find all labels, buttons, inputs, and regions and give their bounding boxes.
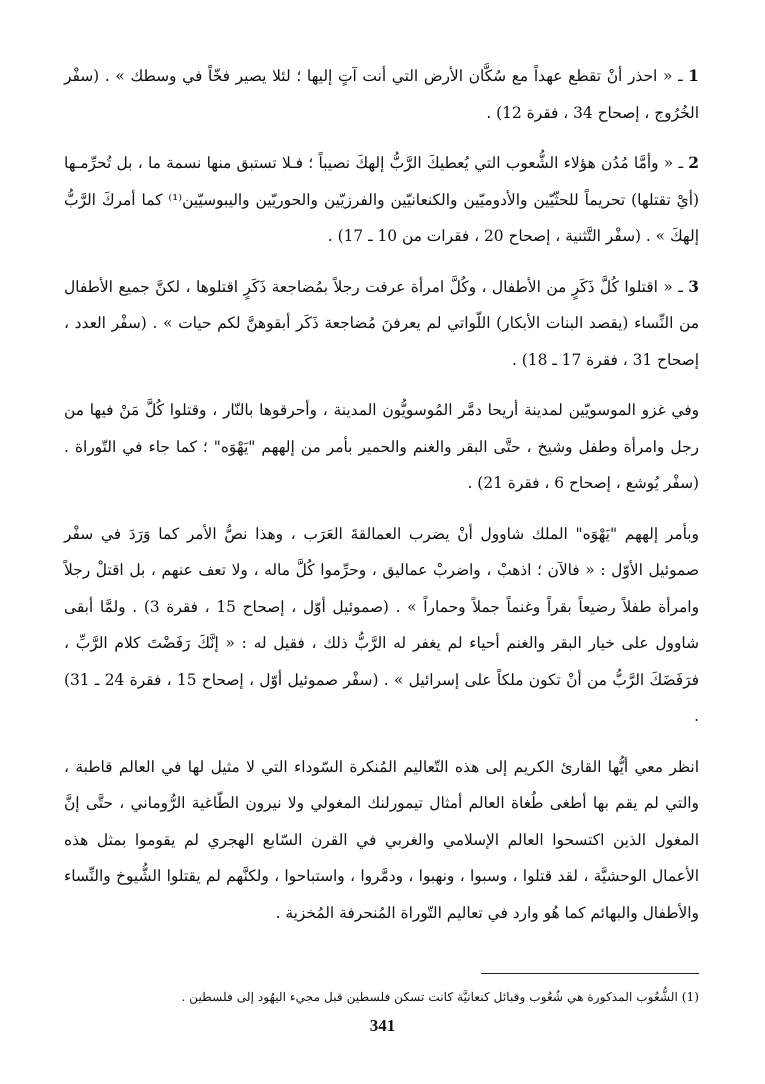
item-number: 3 <box>688 277 699 296</box>
paragraph-text: ـ « وأمَّا مُدُن هؤلاء الشُّعوب التي يُعطيكَ الرَّبُّ إلهكَ نصيباً ؛ فـلا تستبق منها نسمة ما ، بل تُحرِّمـها (أيْ تقتلها) تحريماً للحثّيّين والأدوميّين والكنعانيّين والفرزيّين والحوريّين واليبوسيّين⁽¹⁾ كما أمركَ الرَّبُّ إلهكَ » . (سفْر التَّثنية ، إصحاح 20 ، فقرات من 10 ـ 17) . <box>64 154 699 245</box>
paragraph-text: ـ « احذر أنْ تقطع عهداً مع سُكَّان الأرض التي أنت آتٍ إليها ؛ لئلا يصير فخّاً في وسطك » . (سفْر الخُرُوج ، إصحاح 34 ، فقرة 12) . <box>64 67 699 122</box>
page-number: 341 <box>369 1016 396 1035</box>
paragraph-4 <box>64 392 699 502</box>
paragraph-5 <box>64 516 699 735</box>
item-number: 1 <box>688 67 699 85</box>
paragraph-text: ـ « اقتلوا كُلَّ ذَكَرٍ من الأطفال ، وكُلَّ امرأة عرفت رجلاً بمُضاجعة ذَكَرٍ اقتلوها ، لكنَّ جميع الأطفال من النِّساء (يقصد البنات الأبكار) اللّواتي لم يعرفنَ مُضاجعة ذَكَر أبقوهنَّ لكم حيات » . (سفْر العدد ، إصحاح 31 ، فقرة 17 ـ 18) . <box>64 277 699 369</box>
paragraph-2 <box>64 145 699 255</box>
paragraph-3 <box>64 269 699 379</box>
item-number: 2 <box>688 154 699 172</box>
footnote: (1) الشُّعُوب المذكورة هي شُعُوب وقبائل كنعانيَّة كانت تسكن فلسطين قبل مجيء اليهُود إلى فلسطين . <box>181 990 699 1004</box>
paragraph-text: وبأمر إلههم "يَهْوَه" الملك شاوول أنْ يضرب العمالقةَ العَرَب ، وهذا نصُّ الأمر كما وَرَدَ في سفْر صموئيل الأوّل : « فالآن ؛ اذهبْ ، واضربْ عماليق ، وحرِّموا كُلَّ ماله ، ولا تعف عنهم ، بل اقتلْ رجلاً وامرأة طفلاً رضيعاً بقراً وغنماً جملاً وحماراً » . (صموئيل أوّل ، إصحاح 15 ، فقرة 3) . ولمَّا أبقى شاوول على خيار البقر والغنم أحياء لم يغفر له الرَّبُّ ذلك ، فقيل له : « إنَّكَ رَفَضْتَ كلام الرَّبِّ ، فرَفَضَكَ الرَّبُّ من أنْ تكون ملكاً على إسرائيل » . (سفْر صموئيل أوّل ، إصحاح 15 ، فقرة 24 ـ 31) . <box>64 524 699 725</box>
footnote-divider <box>481 973 699 974</box>
paragraph-text: وفي غزو الموسويّين لمدينة أريحا دمَّر المُوسويُّون المدينة ، وأحرقوها بالنّار ، وقتلوا كُلَّ مَنْ فيها من رجل وامرأة وطفل وشيخ ، حتَّى البقر والغنم والحمير بأمر من إلههم "يَهْوَه" ؛ كما جاء في التّوراة . (سفْر يُوشع ، إصحاح 6 ، فقرة 21) . <box>64 401 699 492</box>
paragraph-text: انظر معي أيُّها القارئ الكريم إلى هذه التّعاليم المُنكرة السّوداء التي لا مثيل لها في العالم قاطبة ، والتي لم يقم بها أطغى طُغاة العالم أمثال تيمورلنك المغولي ولا نيرون الطّاغية الرُّوماني ، حتَّى إنَّ المغول الذين اكتسحوا العالم الإسلامي والغربي في القرن السّابع الهجري لم يقوموا بمثل هذه الأعمال الوحشيَّة ، لقد قتلوا ، وسبوا ، ونهبوا ، ودمَّروا ، واستباحوا ، ولكنَّهم لم يقتلوا الشُّيوخ والنِّساء والأطفال والبهائم كما هُو وارد في تعاليم التّوراة المُنحرفة المُخزية . <box>64 757 699 922</box>
paragraph-1 <box>64 58 699 131</box>
paragraph-6 <box>64 749 699 932</box>
